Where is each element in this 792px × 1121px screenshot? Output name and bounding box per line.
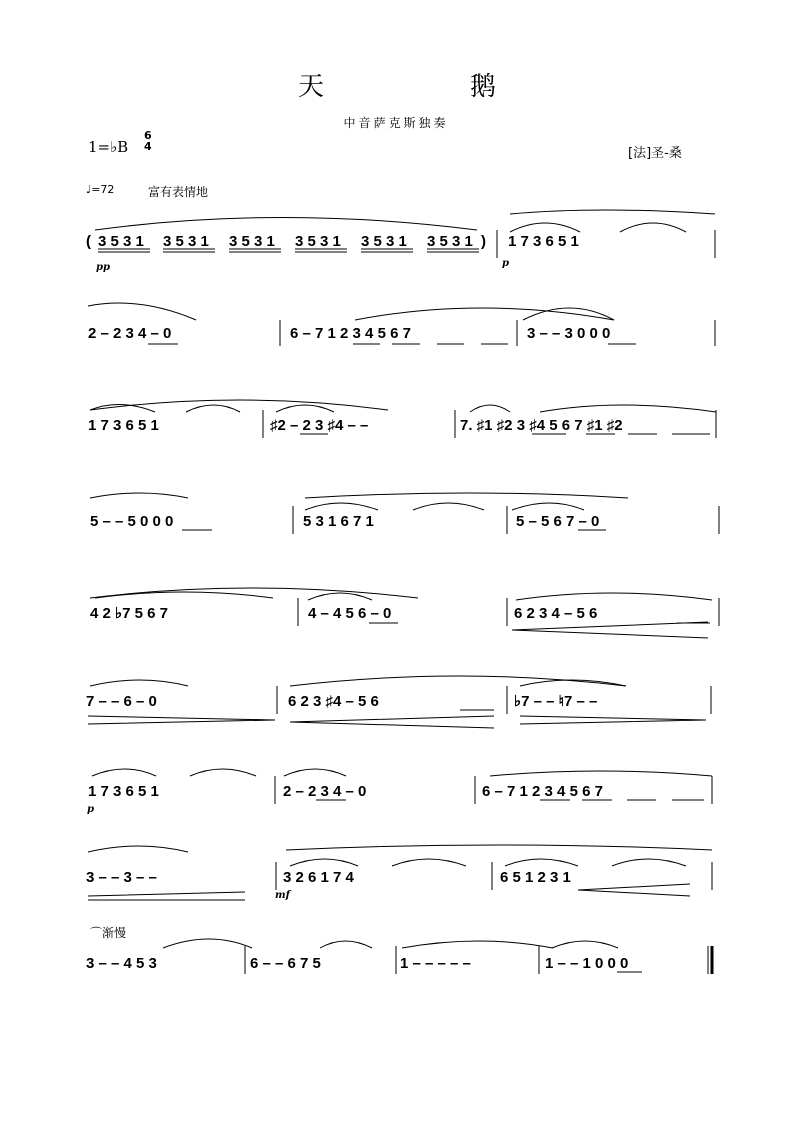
- svg-text:3 – – 3 – –: 3 – – 3 – –: [86, 869, 157, 886]
- composer: [法]圣-桑: [628, 146, 682, 161]
- svg-text:): ): [481, 233, 486, 250]
- svg-text:2 – 2 3 4 – 0: 2 – 2 3 4 – 0: [283, 783, 367, 800]
- dynamic-pp: pp: [96, 262, 110, 273]
- svg-text:3 – – 3 0 0 0: 3 – – 3 0 0 0: [527, 325, 611, 342]
- expression-mark: 富有表情地: [148, 185, 209, 199]
- svg-text:1 – – 1 0 0 0: 1 – – 1 0 0 0: [545, 955, 629, 972]
- svg-text:7 – – 6 – 0: 7 – – 6 – 0: [86, 693, 157, 710]
- svg-text:3 5 3 1: 3 5 3 1: [295, 233, 341, 250]
- svg-text:3 5 3 1: 3 5 3 1: [229, 233, 275, 250]
- svg-text:(: (: [86, 233, 91, 250]
- ritardando-text: 渐慢: [102, 926, 127, 940]
- svg-text:4 2 ♭7 5 6 7: 4 2 ♭7 5 6 7: [90, 605, 168, 622]
- svg-text:1 7 3 6 5 1: 1 7 3 6 5 1: [88, 417, 159, 434]
- svg-text:5 – – 5 0 0 0: 5 – – 5 0 0 0: [90, 513, 174, 530]
- svg-text:3 2 6 1 7 4: 3 2 6 1 7 4: [283, 869, 354, 886]
- svg-text:3 5 3 1: 3 5 3 1: [98, 233, 144, 250]
- svg-text:6 – 7 1 2 3 4 5 6 7: 6 – 7 1 2 3 4 5 6 7: [290, 325, 411, 342]
- svg-text:4 – 4 5 6 – 0: 4 – 4 5 6 – 0: [308, 605, 392, 622]
- title-char-2: 鹅: [470, 72, 497, 102]
- ritardando-mark: ⌒渐慢: [90, 926, 127, 940]
- svg-text:2 – 2 3 4 – 0: 2 – 2 3 4 – 0: [88, 325, 172, 342]
- svg-text:3 5 3 1: 3 5 3 1: [427, 233, 473, 250]
- tempo-mark: ♩=72: [86, 183, 115, 196]
- svg-text:6 – 7 1 2 3 4 5 6 7: 6 – 7 1 2 3 4 5 6 7: [482, 783, 603, 800]
- svg-text:3 5 3 1: 3 5 3 1: [361, 233, 407, 250]
- svg-text:1 – – – – –: 1 – – – – –: [400, 955, 471, 972]
- key-signature: 1=♭B: [88, 138, 129, 156]
- title-char-1: 天: [298, 72, 325, 102]
- svg-text:3 – – 4 5 3: 3 – – 4 5 3: [86, 955, 157, 972]
- svg-text:5 – 5 6 7 – 0: 5 – 5 6 7 – 0: [516, 513, 600, 530]
- svg-text:6 – – 6 7 5: 6 – – 6 7 5: [250, 955, 321, 972]
- dynamic-p-1: p: [502, 258, 509, 269]
- svg-text:1 7 3 6 5 1: 1 7 3 6 5 1: [88, 783, 159, 800]
- svg-text:6 2 3 ♯4 – 5 6: 6 2 3 ♯4 – 5 6: [288, 693, 379, 710]
- time-signature-bottom: 4: [144, 140, 152, 153]
- svg-text:♭7 – – ♮7 – –: ♭7 – – ♮7 – –: [514, 693, 598, 710]
- time-signature-top: 6: [144, 129, 152, 142]
- svg-text:♯2 – 2 3 ♯4 – –: ♯2 – 2 3 ♯4 – –: [270, 417, 369, 434]
- svg-text:6 2 3 4 – 5 6: 6 2 3 4 – 5 6: [514, 605, 598, 622]
- dynamic-mf: mf: [275, 890, 290, 901]
- svg-text:5 3 1 6 7 1: 5 3 1 6 7 1: [303, 513, 374, 530]
- dynamic-p-2: p: [87, 804, 94, 815]
- svg-text:6 5 1 2 3 1: 6 5 1 2 3 1: [500, 869, 571, 886]
- svg-text:3 5 3 1: 3 5 3 1: [163, 233, 209, 250]
- svg-text:7. ♯1 ♯2 3 ♯4 5 6 7 ♯1 ♯2: 7. ♯1 ♯2 3 ♯4 5 6 7 ♯1 ♯2: [460, 417, 623, 434]
- subtitle: 中音萨克斯独奏: [343, 116, 449, 130]
- svg-text:1 7 3 6 5 1: 1 7 3 6 5 1: [508, 233, 579, 250]
